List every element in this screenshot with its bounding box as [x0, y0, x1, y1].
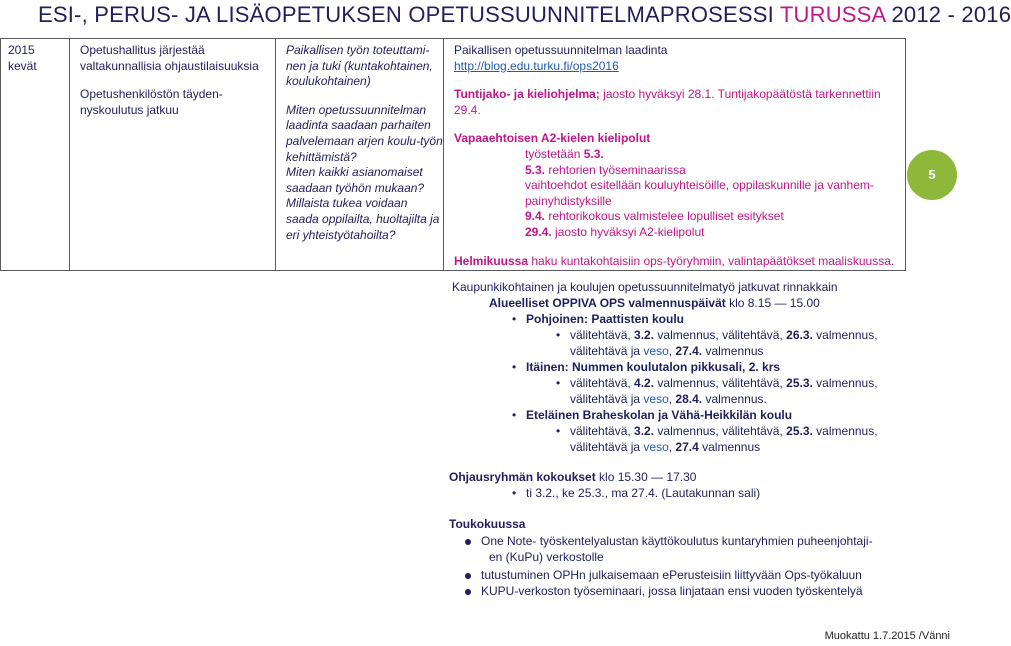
etelainen-heading: • Eteläinen Braheskolan ja Vähä-Heikkilän koulu: [512, 408, 793, 422]
national-item-1: Opetushallitus järjestää valtakunnallisia ohjaustilaisuuksia: [80, 43, 259, 73]
a2-item-3: vaihtoehdot esitellään kouluyhteisöille, oppilaskunnille ja vanhem-: [525, 178, 874, 193]
helmikuu-line: Helmikuussa haku kuntakohtaisiin ops-työryhmiin, valintapäätökset maaliskuussa.: [454, 253, 895, 268]
toukokuu-item-2: tutustuminen OPHn julkaisemaan ePerusteisiin liittyvään Ops-työkaluun: [465, 568, 862, 584]
etelainen-line-2: välitehtävä ja veso, 27.4 valmennus: [570, 440, 761, 454]
bullet-dot-icon: [465, 573, 471, 579]
ops2016-link[interactable]: http://blog.edu.turku.fi/ops2016: [454, 58, 619, 73]
question-2: Miten opetussuunnitelman laadinta saadaan parhaiten palvelemaan arjen koulu-työn kehittämistä?: [286, 102, 443, 164]
a2-item-3b: painyhdistyksille: [525, 193, 612, 208]
schedule-table: [0, 38, 906, 271]
question-1: Paikallisen työn toteuttami-nen ja tuki (kuntakohtainen, koulukohtainen): [286, 43, 433, 89]
bullet-dot-icon: [465, 539, 471, 545]
pohjoinen-line-1: • välitehtävä, 3.2. valmennus, välitehtävä, 26.3. valmennus,: [556, 328, 878, 342]
page-title: ESI-, PERUS- JA LISÄOPETUKSEN OPETUSSUUNNITELMAPROSESSI TURUSSA 2012 - 2016: [38, 2, 1011, 27]
question-4: Millaista tukea voidaan saada oppilailta, huoltajilta ja eri yhteistyötahoilta?: [286, 196, 440, 242]
a2-heading: Vapaaehtoisen A2-kielen kielipolut: [454, 131, 651, 146]
page-number-badge: 5: [907, 150, 957, 200]
tuntijako-line: Tuntijako- ja kieliohjelma; jaosto hyväksyi 28.1. Tuntijakopäätöstä tarkennettiin: [454, 87, 881, 102]
title-years: 2012 - 2016: [891, 2, 1011, 27]
toukokuu-item-3: KUPU-verkoston työseminaari, jossa linjataan ensi vuoden työskentelyä: [465, 584, 863, 600]
season-label: kevät: [8, 58, 37, 73]
tuntijako-date: 29.4.: [454, 102, 481, 117]
itainen-line-2: välitehtävä ja veso, 28.4. valmennus.: [570, 392, 767, 406]
toukokuu-heading: Toukokuussa: [449, 517, 526, 531]
national-column: [70, 39, 276, 270]
title-city: TURUSSA: [779, 2, 886, 27]
a2-item-1: työstetään 5.3.: [525, 146, 604, 161]
ohjausryhma-dates: • ti 3.2., ke 25.3., ma 27.4. (Lautakunnan sali): [512, 486, 761, 500]
time-column: [1, 39, 70, 270]
local-questions-column: [276, 39, 444, 270]
toukokuu-item-1b: en (KuPu) verkostolle: [489, 550, 604, 564]
etelainen-line-1: • välitehtävä, 3.2. valmennus, välitehtävä, 25.3. valmennus,: [556, 424, 878, 438]
itainen-line-1: • välitehtävä, 4.2. valmennus, välitehtävä, 25.3. valmennus,: [556, 376, 878, 390]
intro-line: Kaupunkikohtainen ja koulujen opetussuunnitelmatyö jatkuvat rinnakkain: [452, 280, 838, 294]
itainen-heading: • Itäinen: Nummen koulutalon pikkusali, 2. krs: [512, 360, 781, 374]
a2-item-2: 5.3. rehtorien työseminaarissa: [525, 162, 686, 177]
a2-item-4: 9.4. rehtorikokous valmistelee lopulliset esitykset: [525, 209, 784, 224]
turku-heading: Paikallisen opetussuunnitelman laadinta: [454, 43, 668, 57]
a2-item-5: 29.4. jaosto hyväksyi A2-kielipolut: [525, 224, 705, 239]
turku-column: [444, 39, 905, 270]
question-3: Miten kaikki asianomaiset saadaan työhön mukaan?: [286, 165, 425, 195]
alueelliset-line: Alueelliset OPPIVA OPS valmennuspäivät klo 8.15 — 15.00: [489, 296, 820, 310]
year-label: 2015: [8, 43, 35, 57]
ohjausryhma-line: Ohjausryhmän kokoukset klo 15.30 — 17.30: [449, 470, 697, 484]
pohjoinen-heading: • Pohjoinen: Paattisten koulu: [512, 312, 685, 326]
national-item-2: Opetushenkilöstön täyden-nyskoulutus jatkuu: [80, 87, 223, 117]
toukokuu-item-1: One Note- työskentelyalustan käyttökoulutus kuntaryhmien puheenjohtaji-: [465, 534, 873, 550]
modified-footer: Muokattu 1.7.2015 /Vänni: [824, 630, 950, 642]
pohjoinen-line-2: välitehtävä ja veso, 27.4. valmennus: [570, 344, 764, 358]
bullet-dot-icon: [465, 589, 471, 595]
